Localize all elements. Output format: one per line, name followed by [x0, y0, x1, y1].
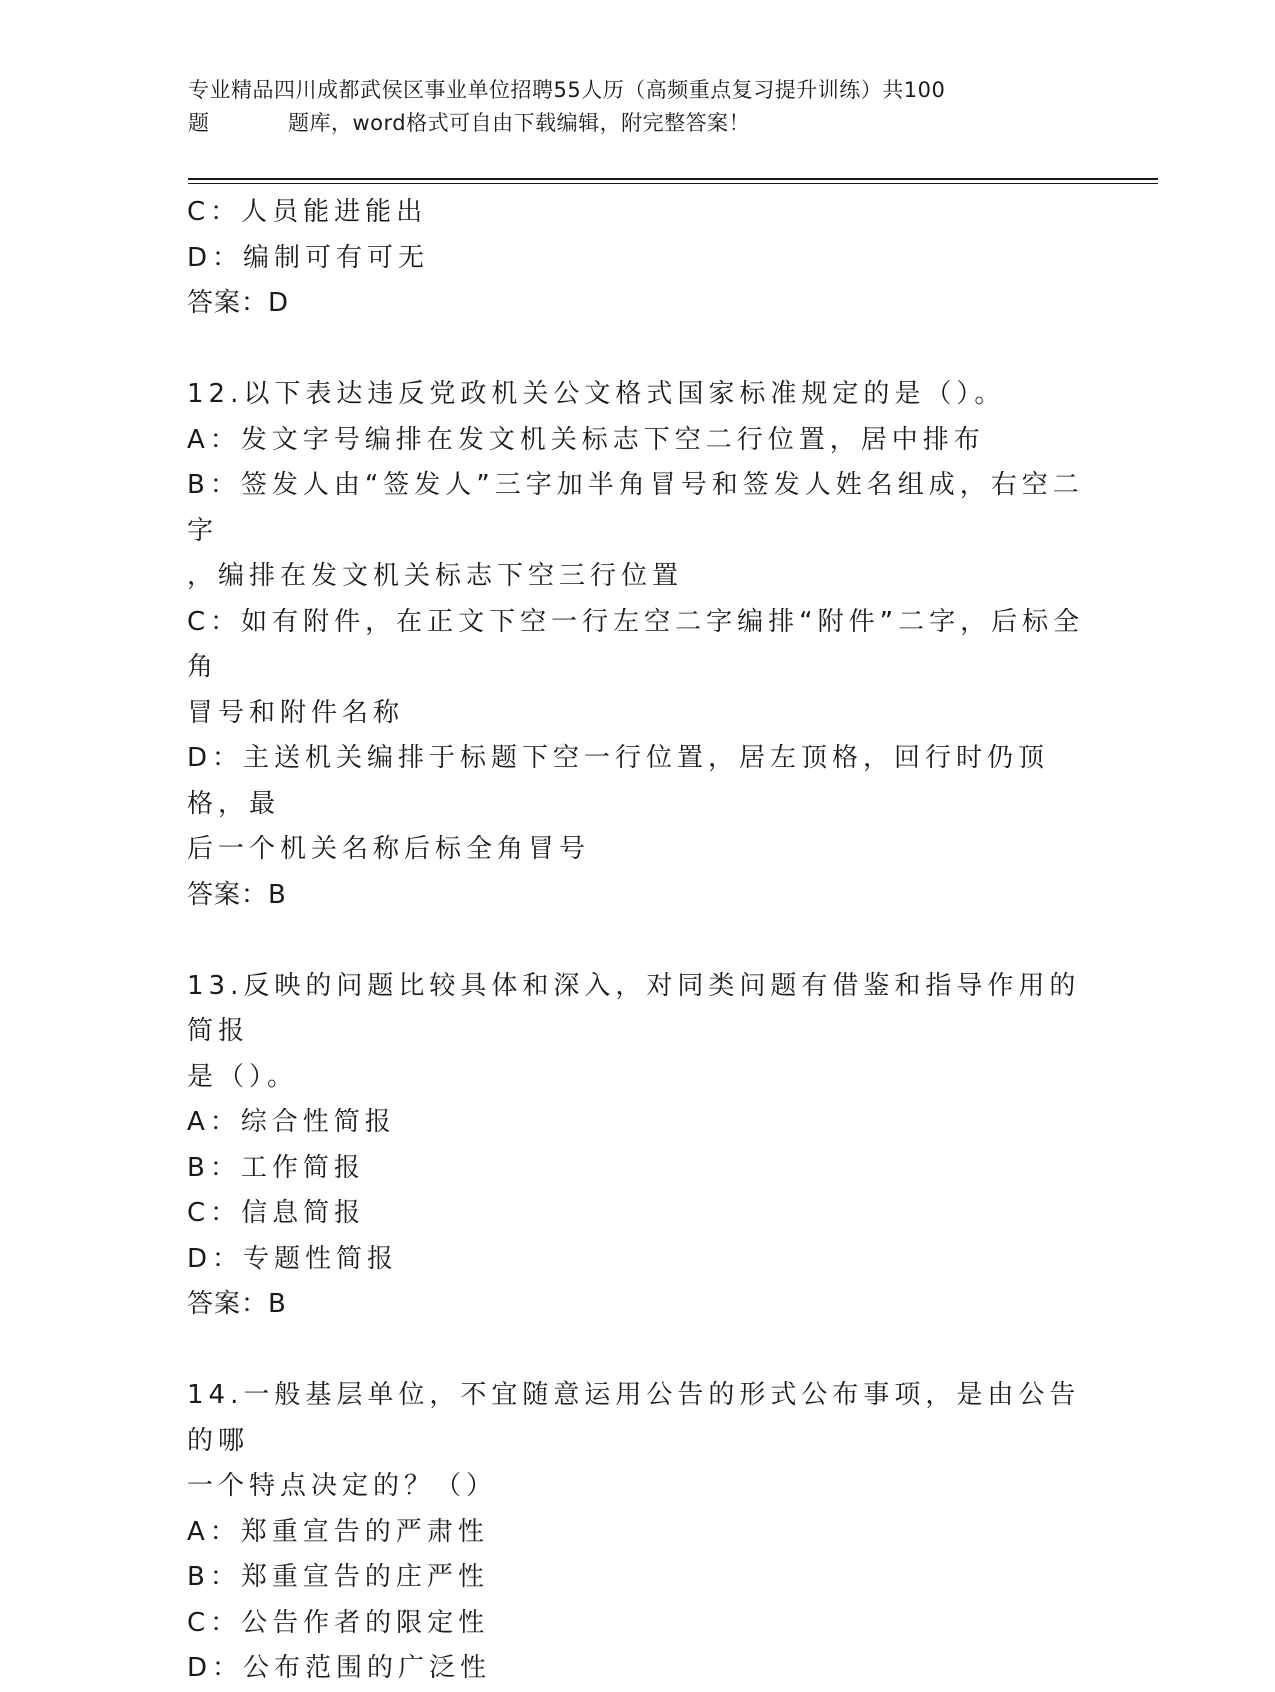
- option-d: D：专题性简报: [187, 1243, 399, 1274]
- option-c: C：信息简报: [187, 1198, 366, 1228]
- option-b: B：工作简报: [187, 1152, 365, 1183]
- option-b: B：郑重宣告的庄严性: [187, 1562, 489, 1592]
- spacer: [187, 918, 1087, 964]
- header-title-line2: [188, 107, 1068, 140]
- option-a: A：发文字号编排在发文机关标志下空二行位置，居中排布: [187, 424, 985, 455]
- header-title-line1: 专业精品四川成都武侯区事业单位招聘55人历（高频重点复习提升训练）共100: [188, 78, 946, 102]
- question-stem-continued: 一个特点决定的？（）: [187, 1471, 498, 1501]
- spacer: [187, 327, 1087, 373]
- question-stem: 14.一般基层单位，不宜随意运用公告的形式公布事项，是由公告的哪: [187, 1380, 1081, 1456]
- option-c: C：公告作者的限定性: [187, 1607, 490, 1638]
- spacer: [187, 1328, 1087, 1374]
- question-stem: 12.以下表达违反党政机关公文格式国家标准规定的是（）。: [187, 379, 1006, 409]
- answer-line: 答案：B: [187, 879, 287, 910]
- option-d-continued: 后一个机关名称后标全角冒号: [187, 834, 591, 864]
- document-header: [188, 74, 1068, 140]
- option-a: A：综合性简报: [187, 1107, 396, 1137]
- answer-line: 答案：B: [187, 1289, 287, 1319]
- question-stem-continued: 是（）。: [187, 1061, 299, 1092]
- option-a: A：郑重宣告的严肃性: [187, 1516, 489, 1547]
- header-title-line2-prefix: 题: [188, 111, 210, 135]
- option-c: C：如有附件，在正文下空一行左空二字编排“附件”二字，后标全角: [187, 606, 1085, 682]
- answer-line: 答案：D: [187, 288, 290, 318]
- option-d: D：编制可有可无: [187, 242, 430, 273]
- option-c: C：人员能进能出: [187, 197, 428, 227]
- document-body: [187, 190, 1087, 1692]
- header-divider-thick: [188, 178, 1158, 180]
- option-b-continued: ，编排在发文机关标志下空三行位置: [187, 561, 684, 591]
- question-12: [187, 372, 1087, 918]
- option-b: B：签发人由“签发人”三字加半角冒号和签发人姓名组成，右空二字: [187, 470, 1084, 546]
- header-title-line2-text: 题库，word格式可自由下载编辑，附完整答案！: [288, 111, 751, 135]
- option-d: D：主送机关编排于标题下空一行位置，居左顶格，回行时仍顶格，最: [187, 743, 1050, 819]
- option-c-continued: 冒号和附件名称: [187, 697, 405, 728]
- option-d: D：公布范围的广泛性: [187, 1653, 492, 1683]
- header-divider-thin: [188, 183, 1158, 184]
- prev-question-block: [187, 190, 1087, 327]
- question-stem: 13.反映的问题比较具体和深入，对同类问题有借鉴和指导作用的简报: [187, 970, 1081, 1046]
- question-14: [187, 1373, 1087, 1692]
- question-13: [187, 964, 1087, 1328]
